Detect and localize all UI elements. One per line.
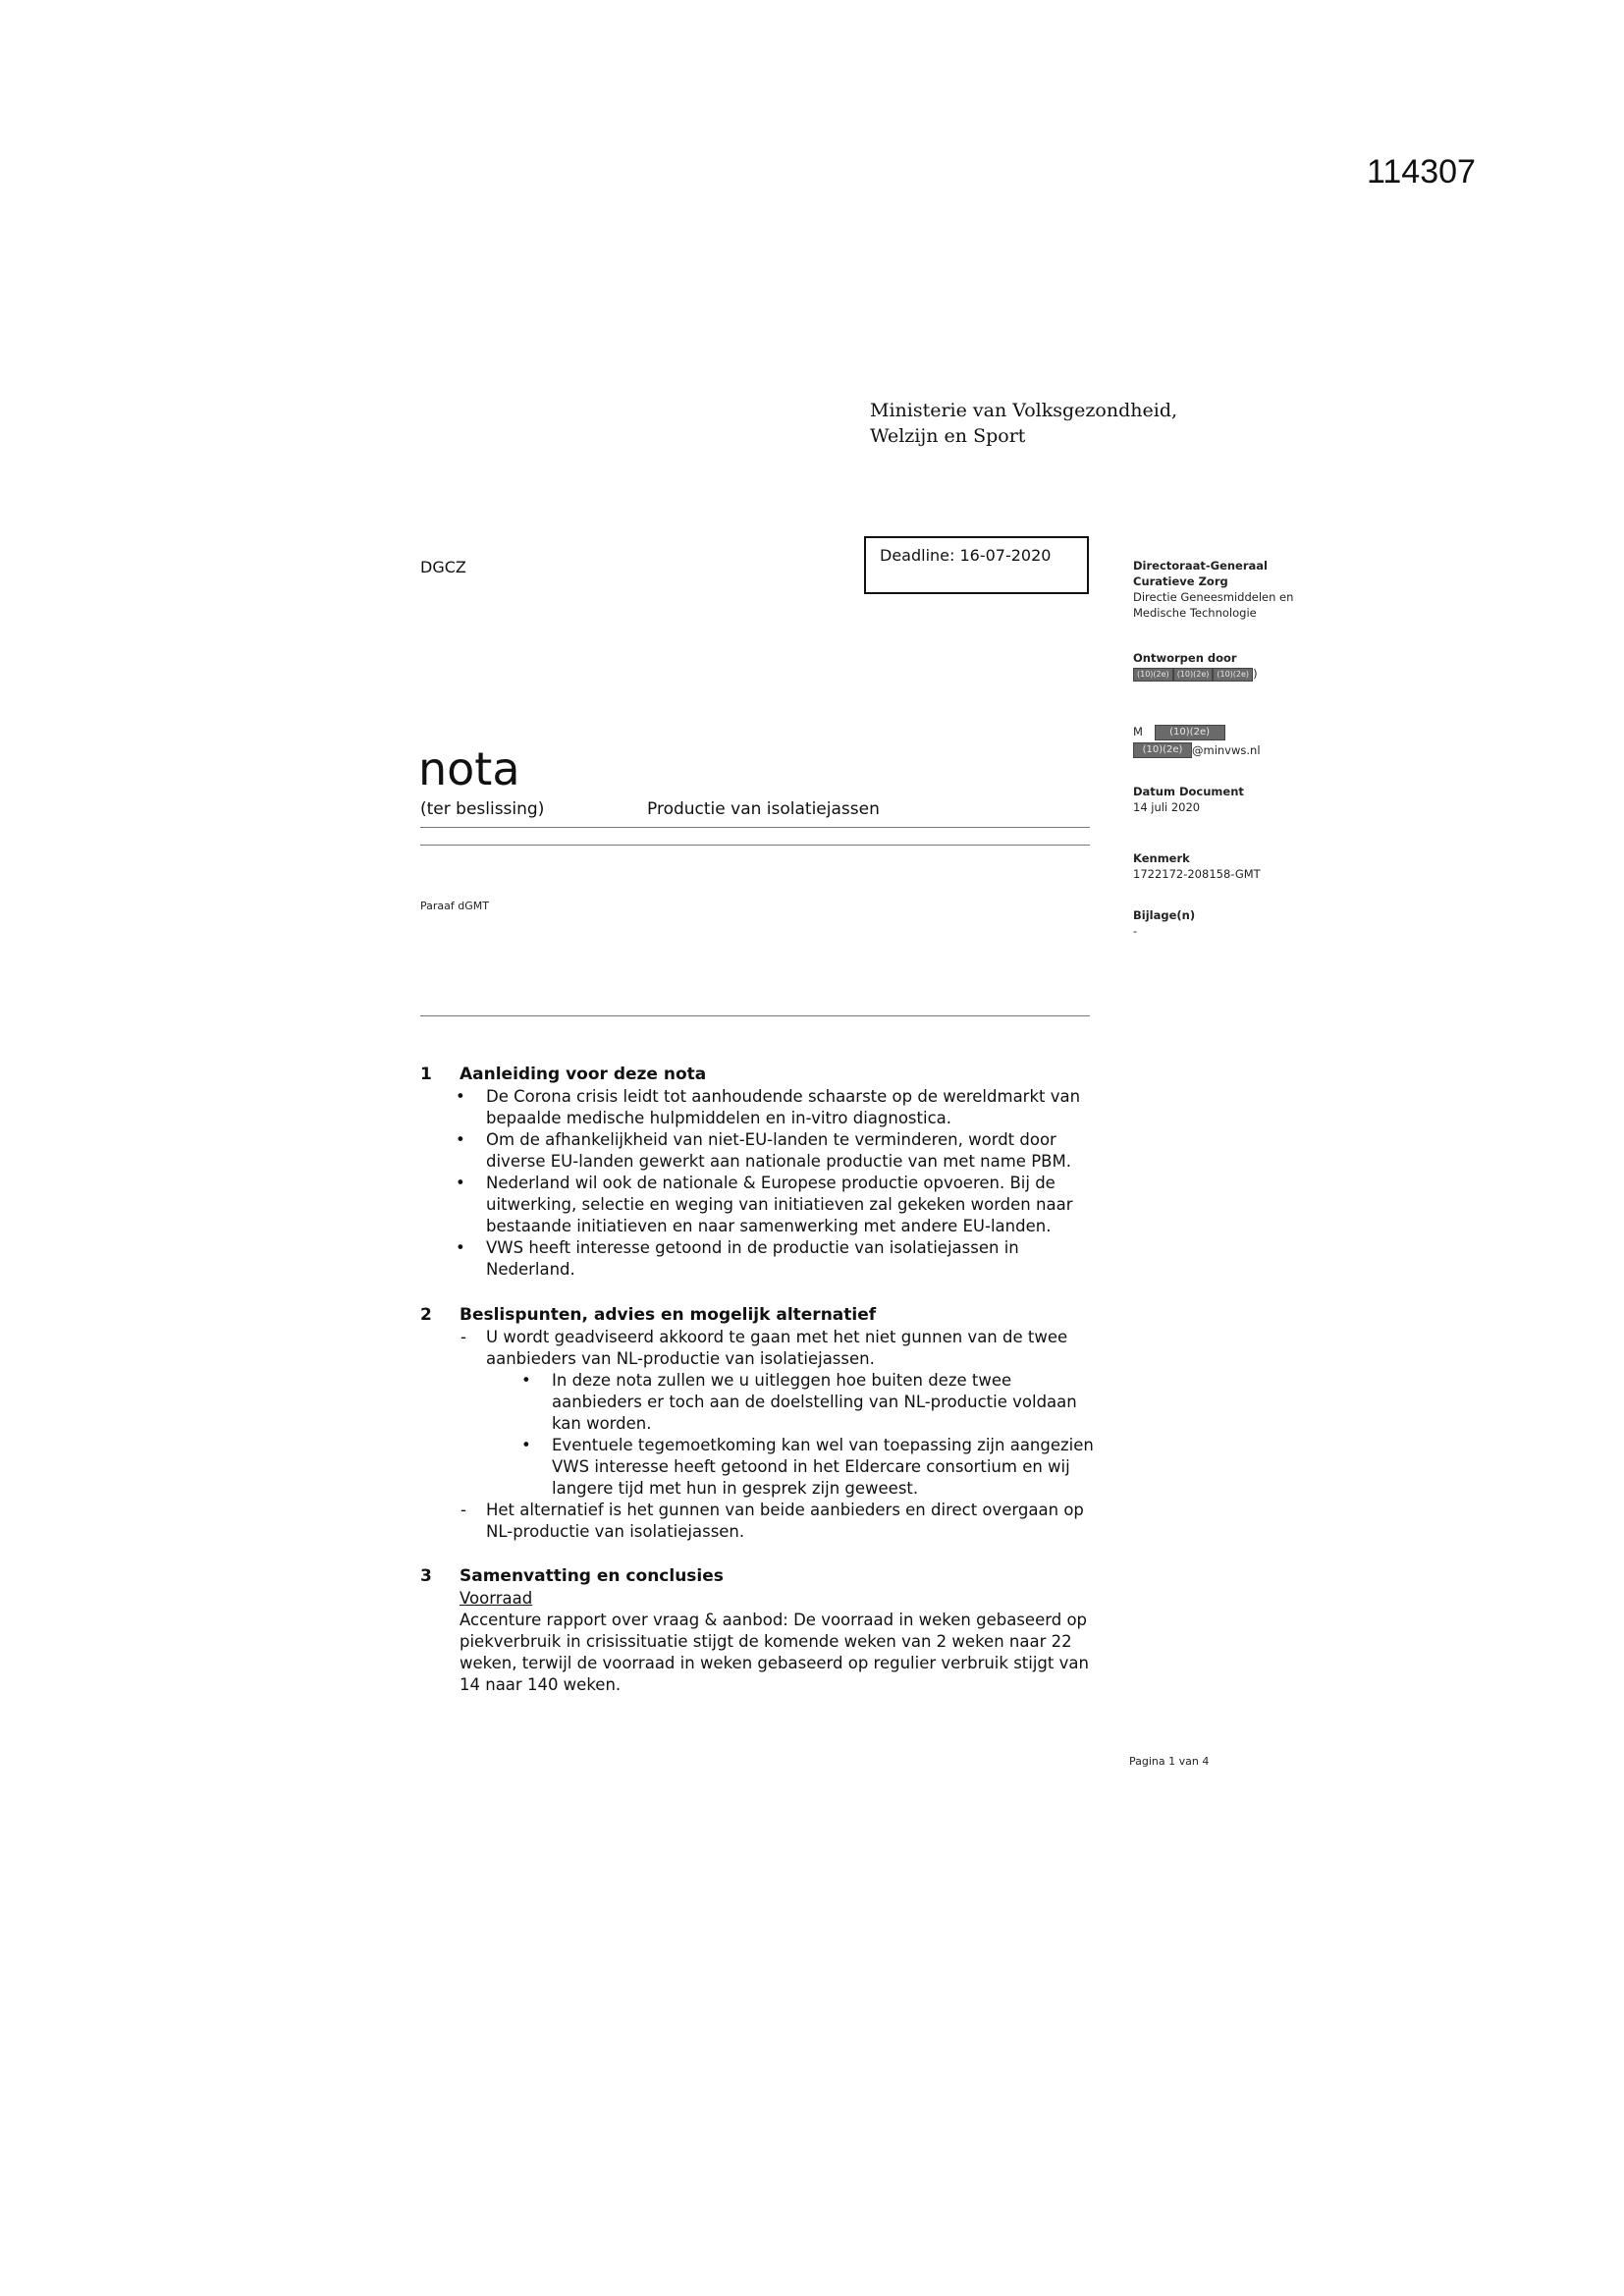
deadline-box bbox=[864, 536, 1089, 594]
directie-line-2: Medische Technologie bbox=[1133, 606, 1257, 620]
kenmerk-value: 1722172-208158-GMT bbox=[1133, 867, 1261, 881]
paragraph-line: weken, terwijl de voorraad in weken gebaseerd op regulier verbruik stijgt van bbox=[460, 1654, 1089, 1672]
ministry-name bbox=[870, 398, 1177, 449]
list-line: Om de afhankelijkheid van niet-EU-landen te verminderen, wordt door bbox=[486, 1130, 1056, 1149]
list-line: NL-productie van isolatiejassen. bbox=[486, 1522, 745, 1541]
list-item bbox=[456, 1129, 1080, 1173]
section-1-title: Aanleiding voor deze nota bbox=[460, 1065, 707, 1084]
dash-item bbox=[460, 1327, 1068, 1370]
list-line: diverse EU-landen gewerkt aan nationale productie van met name PBM. bbox=[486, 1152, 1071, 1171]
list-item bbox=[521, 1370, 1094, 1435]
phone-line bbox=[1133, 724, 1261, 740]
list-item bbox=[456, 1173, 1080, 1237]
list-line: De Corona crisis leidt tot aanhoudende schaarste op de wereldmarkt van bbox=[486, 1087, 1081, 1106]
paragraph-line: Accenture rapport over vraag & aanbod: De voorraad in weken gebaseerd op bbox=[460, 1611, 1088, 1629]
list-line: Nederland. bbox=[486, 1260, 575, 1279]
deadline-text: Deadline: 16-07-2020 bbox=[880, 546, 1052, 565]
bullet: • bbox=[521, 1436, 531, 1454]
phone-label: M bbox=[1133, 725, 1143, 738]
list-line: In deze nota zullen we u uitleggen hoe buiten deze twee bbox=[552, 1371, 1012, 1390]
section-3-subheading bbox=[460, 1588, 1089, 1610]
section-2-sub-bullets bbox=[521, 1370, 1094, 1500]
designed-by-redactions bbox=[1133, 666, 1258, 682]
list-line: kan worden. bbox=[552, 1414, 652, 1433]
bullet: • bbox=[456, 1238, 465, 1257]
date-label: Datum Document bbox=[1133, 785, 1244, 798]
list-line: Nederland wil ook de nationale & Europese productie opvoeren. Bij de bbox=[486, 1174, 1056, 1192]
redaction-block: (10)(2e) bbox=[1133, 668, 1173, 682]
date-value: 14 juli 2020 bbox=[1133, 800, 1201, 814]
list-item bbox=[521, 1435, 1094, 1500]
redaction-block: (10)(2e) bbox=[1155, 725, 1225, 740]
divider bbox=[420, 1015, 1090, 1016]
bijlage-value: - bbox=[1133, 924, 1138, 938]
bullet: • bbox=[456, 1130, 465, 1149]
sidebar-kenmerk bbox=[1133, 850, 1261, 882]
nota-subject: Productie van isolatiejassen bbox=[647, 799, 880, 819]
list-item bbox=[456, 1086, 1081, 1129]
section-3-number: 3 bbox=[420, 1566, 432, 1586]
directorate-line-2: Curatieve Zorg bbox=[1133, 574, 1228, 588]
section-1-number: 1 bbox=[420, 1065, 432, 1084]
list-line: langere tijd met hun in gesprek zijn geweest. bbox=[552, 1479, 919, 1498]
bullet: • bbox=[456, 1174, 465, 1192]
list-line: bestaande initiatieven en naar samenwerking met andere EU-landen. bbox=[486, 1217, 1052, 1235]
list-line: bepaalde medische hulpmiddelen en in-vitro diagnostica. bbox=[486, 1109, 952, 1127]
paren-close: ) bbox=[1253, 667, 1258, 681]
designed-by-label: Ontworpen door bbox=[1133, 651, 1237, 665]
directie-line-1: Directie Geneesmiddelen en bbox=[1133, 590, 1294, 604]
dash: - bbox=[460, 1501, 466, 1519]
bullet: • bbox=[456, 1087, 465, 1106]
bijlage-label: Bijlage(n) bbox=[1133, 908, 1196, 922]
list-line: Het alternatief is het gunnen van beide aanbieders en direct overgaan op bbox=[486, 1501, 1084, 1519]
list-line: uitwerking, selectie en weging van initiatieven zal gekeken worden naar bbox=[486, 1195, 1073, 1214]
subheading-text: Voorraad bbox=[460, 1589, 533, 1608]
list-line: aanbieders van NL-productie van isolatiejassen. bbox=[486, 1349, 875, 1368]
paragraph-line: piekverbruik in crisissituatie stijgt de komende weken van 2 weken naar 22 bbox=[460, 1632, 1072, 1651]
ministry-line-2: Welzijn en Sport bbox=[870, 425, 1026, 447]
list-line: VWS interesse heeft getoond in het Eldercare consortium en wij bbox=[552, 1457, 1070, 1476]
sidebar-designed-by bbox=[1133, 650, 1258, 682]
dash: - bbox=[460, 1328, 466, 1346]
ministry-line-1: Ministerie van Volksgezondheid, bbox=[870, 400, 1178, 421]
divider bbox=[420, 827, 1090, 828]
section-3-title: Samenvatting en conclusies bbox=[460, 1566, 724, 1586]
list-item bbox=[456, 1237, 1080, 1281]
list-line: VWS heeft interesse getoond in de productie van isolatiejassen in bbox=[486, 1238, 1019, 1257]
nota-title: nota bbox=[418, 742, 520, 795]
sidebar-contact bbox=[1133, 724, 1261, 758]
sidebar-date bbox=[1133, 784, 1244, 815]
nota-subtitle: (ter beslissing) bbox=[420, 799, 545, 819]
document-number: 114307 bbox=[1367, 153, 1476, 191]
redaction-block: (10)(2e) bbox=[1213, 668, 1253, 682]
sidebar-bijlage bbox=[1133, 907, 1195, 939]
dash-item bbox=[460, 1500, 1084, 1543]
department-code: DGCZ bbox=[420, 558, 466, 576]
section-3-body bbox=[460, 1588, 1089, 1696]
section-1-bullets bbox=[456, 1086, 1081, 1281]
section-2-number: 2 bbox=[420, 1305, 432, 1325]
paragraph-line: 14 naar 140 weken. bbox=[460, 1675, 622, 1694]
list-line: aanbieders er toch aan de doelstelling van NL-productie voldaan bbox=[552, 1393, 1077, 1411]
page-number: Pagina 1 van 4 bbox=[1129, 1755, 1210, 1768]
redaction-block: (10)(2e) bbox=[1173, 668, 1214, 682]
email-line bbox=[1133, 742, 1261, 759]
paraaf-label: Paraaf dGMT bbox=[420, 900, 489, 912]
email-suffix: @minvws.nl bbox=[1192, 742, 1261, 757]
redaction-block: (10)(2e) bbox=[1133, 742, 1192, 758]
sidebar-directorate bbox=[1133, 558, 1293, 621]
divider bbox=[420, 845, 1090, 846]
list-line: U wordt geadviseerd akkoord te gaan met het niet gunnen van de twee bbox=[486, 1328, 1068, 1346]
bullet: • bbox=[521, 1371, 531, 1390]
kenmerk-label: Kenmerk bbox=[1133, 851, 1190, 865]
section-2-title: Beslispunten, advies en mogelijk alternatief bbox=[460, 1305, 877, 1325]
list-line: Eventuele tegemoetkoming kan wel van toepassing zijn aangezien bbox=[552, 1436, 1094, 1454]
directorate-line-1: Directoraat-Generaal bbox=[1133, 559, 1268, 573]
